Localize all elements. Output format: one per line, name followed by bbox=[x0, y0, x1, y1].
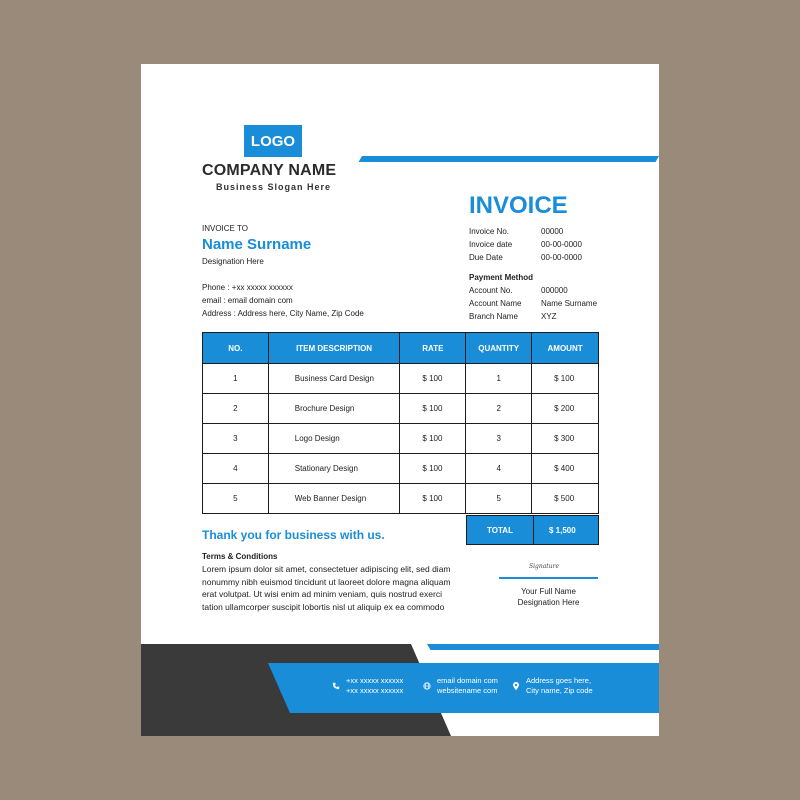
col-header-no: NO. bbox=[203, 333, 269, 364]
thank-you-note: Thank you for business with us. bbox=[202, 528, 385, 542]
cell-rate: $ 100 bbox=[400, 424, 466, 454]
cell-amount: $ 500 bbox=[532, 484, 599, 514]
table-row bbox=[203, 454, 599, 484]
cell-description: Business Card Design bbox=[268, 364, 400, 394]
cell-no: 5 bbox=[203, 484, 269, 514]
invoice-to-label: INVOICE TO bbox=[202, 224, 248, 233]
meta-label: Invoice date bbox=[469, 240, 513, 249]
table-header-row bbox=[203, 333, 599, 364]
client-address: Address : Address here, City Name, Zip Code bbox=[202, 309, 364, 318]
company-name: COMPANY NAME bbox=[202, 162, 337, 179]
cell-amount: $ 100 bbox=[532, 364, 599, 394]
phone-icon bbox=[331, 682, 340, 691]
signature-line bbox=[499, 577, 598, 579]
table-row bbox=[203, 484, 599, 514]
client-name: Name Surname bbox=[202, 236, 312, 253]
meta-row-invoice-no bbox=[469, 225, 597, 238]
col-header-description: ITEM DESCRIPTION bbox=[268, 333, 400, 364]
footer-web bbox=[422, 676, 498, 696]
client-email: email : email domain com bbox=[202, 296, 293, 305]
cell-quantity: 3 bbox=[466, 424, 532, 454]
meta-value: 000000 bbox=[541, 286, 568, 295]
cell-quantity: 1 bbox=[466, 364, 532, 394]
invoice-meta bbox=[469, 225, 597, 323]
cell-rate: $ 100 bbox=[400, 454, 466, 484]
client-contact bbox=[202, 281, 364, 320]
cell-no: 1 bbox=[203, 364, 269, 394]
meta-label: Account No. bbox=[469, 286, 513, 295]
cell-rate: $ 100 bbox=[400, 394, 466, 424]
logo: LOGO bbox=[244, 125, 302, 157]
company-slogan: Business Slogan Here bbox=[216, 182, 332, 192]
meta-label: Invoice No. bbox=[469, 227, 510, 236]
footer-website: websitename com bbox=[437, 686, 498, 695]
meta-row-due-date bbox=[469, 251, 597, 264]
footer-phone-2: +xx xxxxx xxxxxx bbox=[346, 686, 404, 695]
table-row bbox=[203, 424, 599, 454]
meta-label: Due Date bbox=[469, 253, 503, 262]
table-row bbox=[203, 394, 599, 424]
total-row bbox=[466, 515, 599, 545]
cell-description: Brochure Design bbox=[268, 394, 400, 424]
cell-amount: $ 300 bbox=[532, 424, 599, 454]
client-phone: Phone : +xx xxxxx xxxxxx bbox=[202, 283, 293, 292]
meta-value: 00-00-0000 bbox=[541, 253, 582, 262]
footer-email: email domain com bbox=[437, 676, 498, 685]
meta-value: 00-00-0000 bbox=[541, 240, 582, 249]
signature: Signature bbox=[529, 563, 560, 570]
invoice-title: INVOICE bbox=[469, 192, 568, 219]
cell-amount: $ 400 bbox=[532, 454, 599, 484]
location-pin-icon bbox=[511, 682, 520, 691]
col-header-quantity: QUANTITY bbox=[466, 333, 532, 364]
cell-rate: $ 100 bbox=[400, 364, 466, 394]
meta-label: Account Name bbox=[469, 299, 522, 308]
meta-value: 00000 bbox=[541, 227, 564, 236]
footer-accent-strip bbox=[427, 644, 659, 650]
footer-address-1: Address goes here, bbox=[526, 676, 592, 685]
footer-phone-1: +xx xxxxx xxxxxx bbox=[346, 676, 404, 685]
terms-text: Lorem ipsum dolor sit amet, consectetuer adipiscing elit, sed diam nonummy nibh euismod tincidunt ut laoreet dolore magna aliquam erat volutpat. Ut wisi enim ad minim veniam, quis nostrud exerci tation ullamcorper suscipit lobortis nisl ut aliquip ex ea commodo bbox=[202, 564, 451, 612]
col-header-amount: AMOUNT bbox=[532, 333, 599, 364]
signatory bbox=[499, 586, 598, 608]
cell-amount: $ 200 bbox=[532, 394, 599, 424]
cell-quantity: 5 bbox=[466, 484, 532, 514]
total-label: TOTAL bbox=[467, 516, 534, 544]
meta-row-branch-name bbox=[469, 310, 597, 323]
meta-value: Name Surname bbox=[541, 299, 598, 308]
globe-icon bbox=[422, 682, 431, 691]
terms-heading: Terms & Conditions bbox=[202, 552, 278, 561]
cell-no: 2 bbox=[203, 394, 269, 424]
col-header-rate: RATE bbox=[400, 333, 466, 364]
table-row bbox=[203, 364, 599, 394]
meta-row-invoice-date bbox=[469, 238, 597, 251]
signatory-name: Your Full Name bbox=[521, 587, 576, 596]
cell-quantity: 2 bbox=[466, 394, 532, 424]
cell-quantity: 4 bbox=[466, 454, 532, 484]
meta-row-account-no bbox=[469, 284, 597, 297]
total-value: $ 1,500 bbox=[549, 525, 576, 535]
meta-row-account-name bbox=[469, 297, 597, 310]
header-accent-bar bbox=[359, 156, 659, 162]
cell-description: Stationary Design bbox=[268, 454, 400, 484]
cell-no: 4 bbox=[203, 454, 269, 484]
invoice-page bbox=[141, 64, 659, 736]
items-table bbox=[202, 332, 599, 514]
signatory-designation: Designation Here bbox=[517, 598, 580, 607]
footer-address bbox=[511, 676, 593, 696]
payment-method-heading: Payment Method bbox=[469, 272, 534, 282]
cell-no: 3 bbox=[203, 424, 269, 454]
client-designation: Designation Here bbox=[202, 257, 264, 266]
meta-value: XYZ bbox=[541, 312, 557, 321]
cell-rate: $ 100 bbox=[400, 484, 466, 514]
cell-description: Logo Design bbox=[268, 424, 400, 454]
footer-phone bbox=[331, 676, 403, 696]
cell-description: Web Banner Design bbox=[268, 484, 400, 514]
footer-address-2: City name, Zip code bbox=[526, 686, 593, 695]
meta-label: Branch Name bbox=[469, 312, 518, 321]
